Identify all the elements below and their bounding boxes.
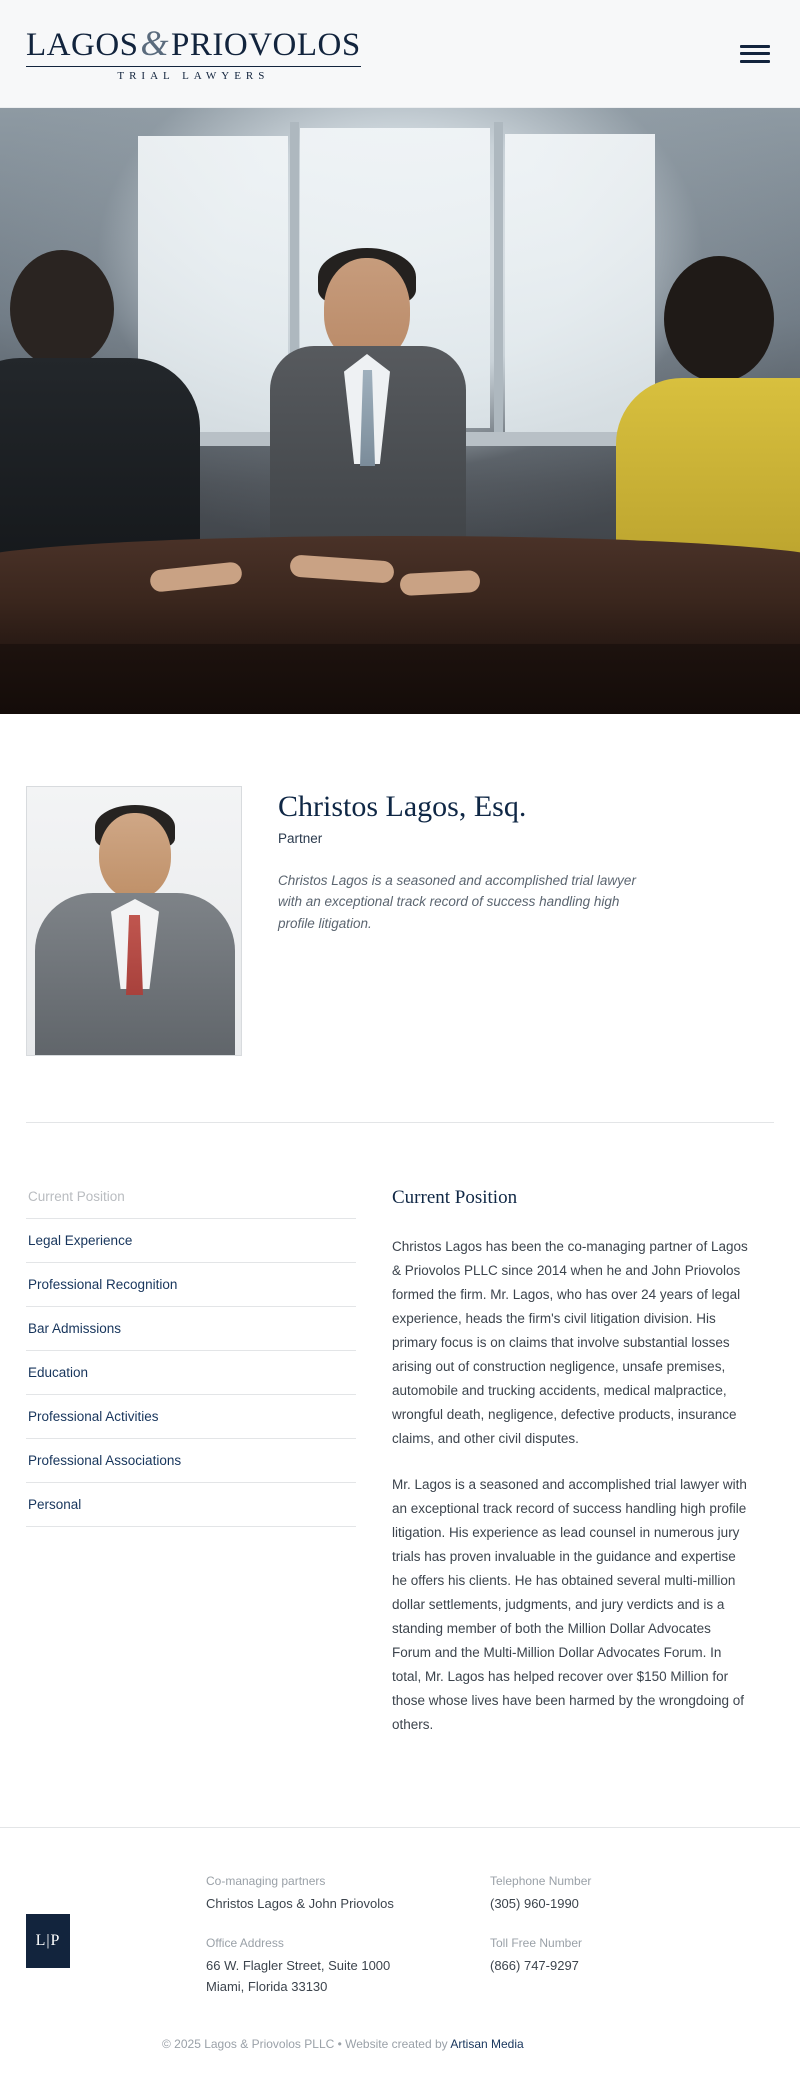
window-mullion-right [494,122,503,438]
nav-item-professional-associations[interactable]: Professional Associations [26,1439,356,1483]
attorney-quote: Christos Lagos is a seasoned and accomplished trial lawyer with an exceptional track record of success handling high profile litigation. [278,872,636,932]
logo-wordmark [26,25,361,62]
profile-content [0,1123,800,1759]
attorney-role: Partner [278,830,323,846]
footer-address-line1: 66 W. Flagler Street, Suite 1000 [206,1958,391,1974]
hand-right [399,570,480,596]
hand-center [289,554,394,583]
attorney-bio-text [278,786,638,1056]
nav-item-personal[interactable]: Personal [26,1483,356,1527]
menu-bar-1 [740,45,770,48]
logo-word-right: PRIOVOLOS [171,27,361,63]
menu-bar-2 [740,52,770,55]
footer-logo-text: L|P [35,1932,61,1950]
person-right-head [664,256,774,382]
menu-bar-3 [740,60,770,63]
footer-telephone [490,1874,774,1914]
nav-item-bar-admissions[interactable]: Bar Admissions [26,1307,356,1351]
person-left [0,238,190,568]
profile-article [392,1175,774,1759]
footer-address-line2: Miami, Florida 33130 [206,1978,328,1994]
profile-section-nav [26,1175,356,1527]
footer-tollfree-label: Toll Free Number [490,1936,583,1951]
footer-telephone-label: Telephone Number [490,1874,592,1889]
footer-address [206,1936,490,1996]
logo-ampersand: & [140,23,170,63]
credit-link[interactable]: Artisan Media [450,2036,524,2051]
hero-banner-image [0,108,800,714]
nav-item-legal-experience[interactable]: Legal Experience [26,1219,356,1263]
attorney-profile-intro [0,714,800,1056]
footer-address-label: Office Address [206,1936,284,1951]
nav-item-education[interactable]: Education [26,1351,356,1395]
person-left-head [10,250,114,368]
footer-logo-icon[interactable] [26,1914,70,1968]
nav-item-current-position[interactable]: Current Position [26,1175,356,1219]
footer-partners-value: Christos Lagos & John Priovolos [206,1896,394,1912]
footer-tollfree [490,1936,774,1996]
copyright-text: © 2025 Lagos & Priovolos PLLC • Website created by [162,2036,451,2051]
logo-divider [26,66,361,67]
article-paragraph-2: Mr. Lagos is a seasoned and accomplished trial lawyer with an exceptional track record of success handling high profile litigation. His experience as lead counsel in numerous jury trials has proven invaluable in the guidance and expertise he offers his clients. He has obtained several multi-million dollar settlements, judgments, and jury verdicts and is a standing member of both the Million Dollar Advocates Forum and the Multi-Million Dollar Advocates Forum. In total, Mr. Lagos has helped recover over $150 Million for those whose lives have been harmed by the wrongdoing of others. [392,1477,747,1733]
article-heading: Current Position [392,1187,518,1208]
article-paragraph-1: Christos Lagos has been the co-managing partner of Lagos & Priovolos PLLC since 2014 when he and John Priovolos formed the firm. Mr. Lagos, who has over 24 years of legal experience, heads the firm's civil litigation division. His primary focus is on claims that involve substantial losses arising out of construction negligence, unsafe premises, automobile and trucking accidents, medical malpractice, wrongful death, negligence, defective products, insurance claims, and other civil disputes. [392,1239,748,1447]
hand-left [149,561,243,592]
logo-tagline: TRIAL LAWYERS [117,70,270,82]
site-header [0,0,800,108]
footer-partners [206,1874,490,1914]
page-title: Christos Lagos, Esq. [278,790,527,823]
footer-copyright [26,2037,774,2051]
footer-tollfree-value[interactable]: (866) 747-9297 [490,1958,579,1974]
site-logo[interactable] [26,25,361,82]
person-right [610,248,800,578]
attorney-portrait [26,786,242,1056]
footer-partners-label: Co-managing partners [206,1874,326,1889]
portrait-head [99,813,171,899]
logo-word-left: LAGOS [26,27,139,63]
conference-table-front [0,644,800,714]
site-footer [0,1827,800,2084]
nav-item-professional-recognition[interactable]: Professional Recognition [26,1263,356,1307]
person-center-attorney [268,258,468,558]
hamburger-menu-icon[interactable] [740,41,774,67]
hands-on-table [150,558,490,602]
nav-item-professional-activities[interactable]: Professional Activities [26,1395,356,1439]
footer-telephone-value[interactable]: (305) 960-1990 [490,1896,579,1912]
